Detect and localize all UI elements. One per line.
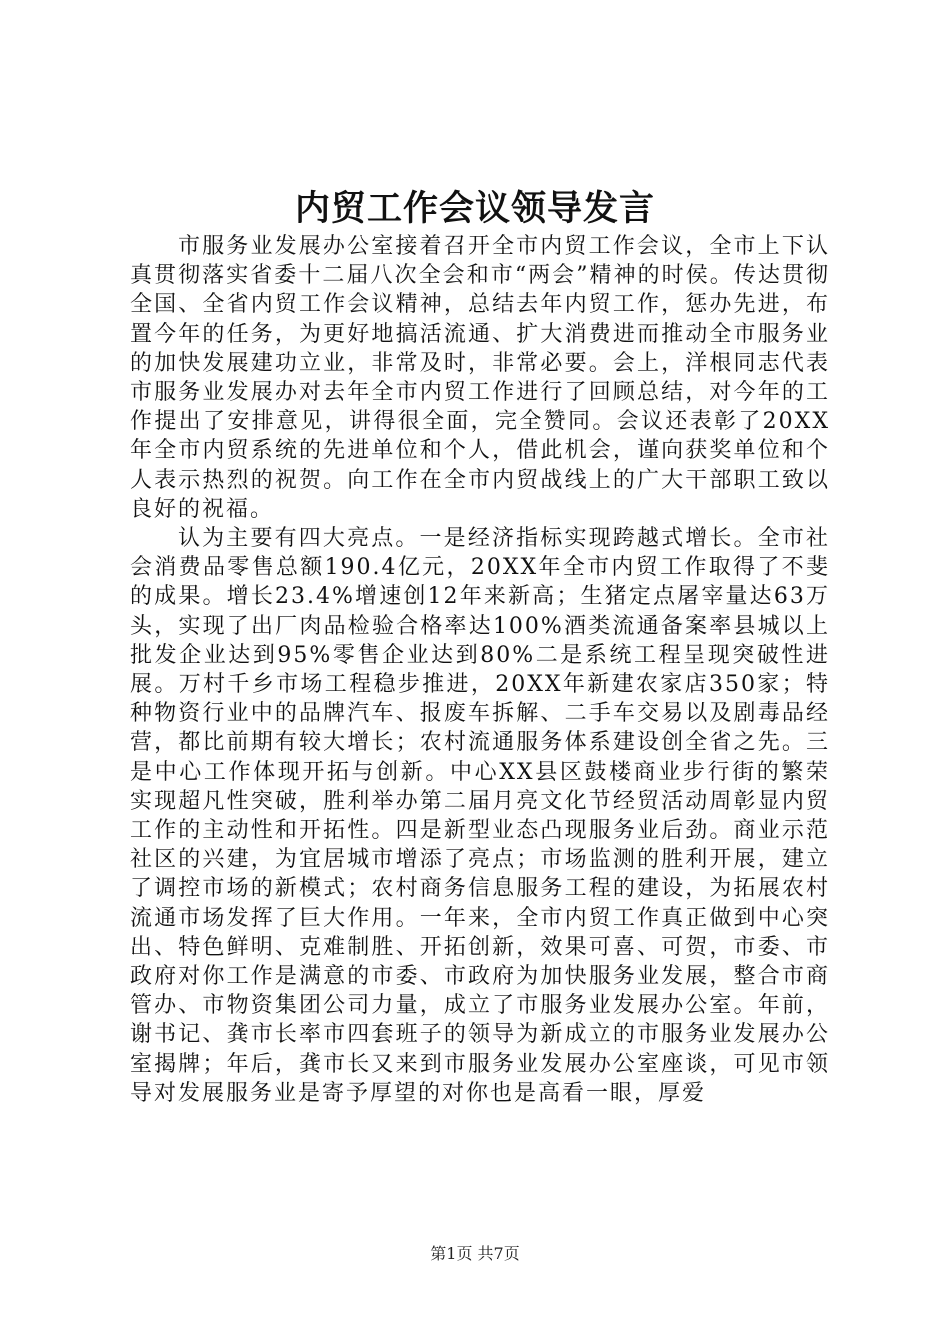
document-body — [130, 232, 830, 1108]
page-number-footer: 第1页 共7页 — [430, 1244, 520, 1263]
paragraph-opening: 市服务业发展办公室接着召开全市内贸工作会议，全市上下认真贯彻落实省委十二届八次全会和市“两会”精神的时侯。传达贯彻全国、全省内贸工作会议精神，总结去年内贸工作，惩办先进，布置今年的任务，为更好地搞活流通、扩大消费进而推动全市服务业的加快发展建功立业，非常及时，非常必要。会上，洋根同志代表市服务业发展办对去年全市内贸工作进行了回顾总结，对今年的工作提出了安排意见，讲得很全面，完全赞同。会议还表彰了20XX年全市内贸系统的先进单位和个人，借此机会，谨向获奖单位和个人表示热烈的祝贺。向工作在全市内贸战线上的广大干部职工致以良好的祝福。 — [130, 234, 830, 522]
document-title: 内贸工作会议领导发言 — [294, 188, 655, 229]
paragraph-highlights: 认为主要有四大亮点。一是经济指标实现跨越式增长。全市社会消费品零售总额190.4亿元，20XX年全市内贸工作取得了不斐的成果。增长23.4%增速创12年来新高；生猪定点屠宰量达63万头，实现了出厂肉品检验合格率达100%酒类流通备案率县城以上批发企业达到95%零售企业达到80%二是系统工程呈现突破性进展。万村千乡市场工程稳步推进，20XX年新建农家店350家；特种物资行业中的品牌汽车、报废车拆解、二手车交易以及剧毒品经营，都比前期有较大增长；农村流通服务体系建设创全省之先。三是中心工作体现开拓与创新。中心XX县区鼓楼商业步行街的繁荣实现超凡性突破，胜利举办第二届月亮文化节经贸活动周彰显内贸工作的主动性和开拓性。四是新型业态凸现服务业后劲。商业示范社区的兴建，为宜居城市增添了亮点；市场监测的胜利开展，建立了调控市场的新模式；农村商务信息服务工程的建设，为拓展农村流通市场发挥了巨大作用。一年来，全市内贸工作真正做到中心突出、特色鲜明、克难制胜、开拓创新，效果可喜、可贺，市委、市政府对你工作是满意的市委、市政府为加快服务业发展，整合市商管办、市物资集团公司力量，成立了市服务业发展办公室。年前，谢书记、龚市长率市四套班子的领导为新成立的市服务业发展办公室揭牌；年后，龚市长又来到市服务业发展办公室座谈，可见市领导对发展服务业是寄予厚望的对你也是高看一眼，厚爱 — [130, 526, 830, 1106]
